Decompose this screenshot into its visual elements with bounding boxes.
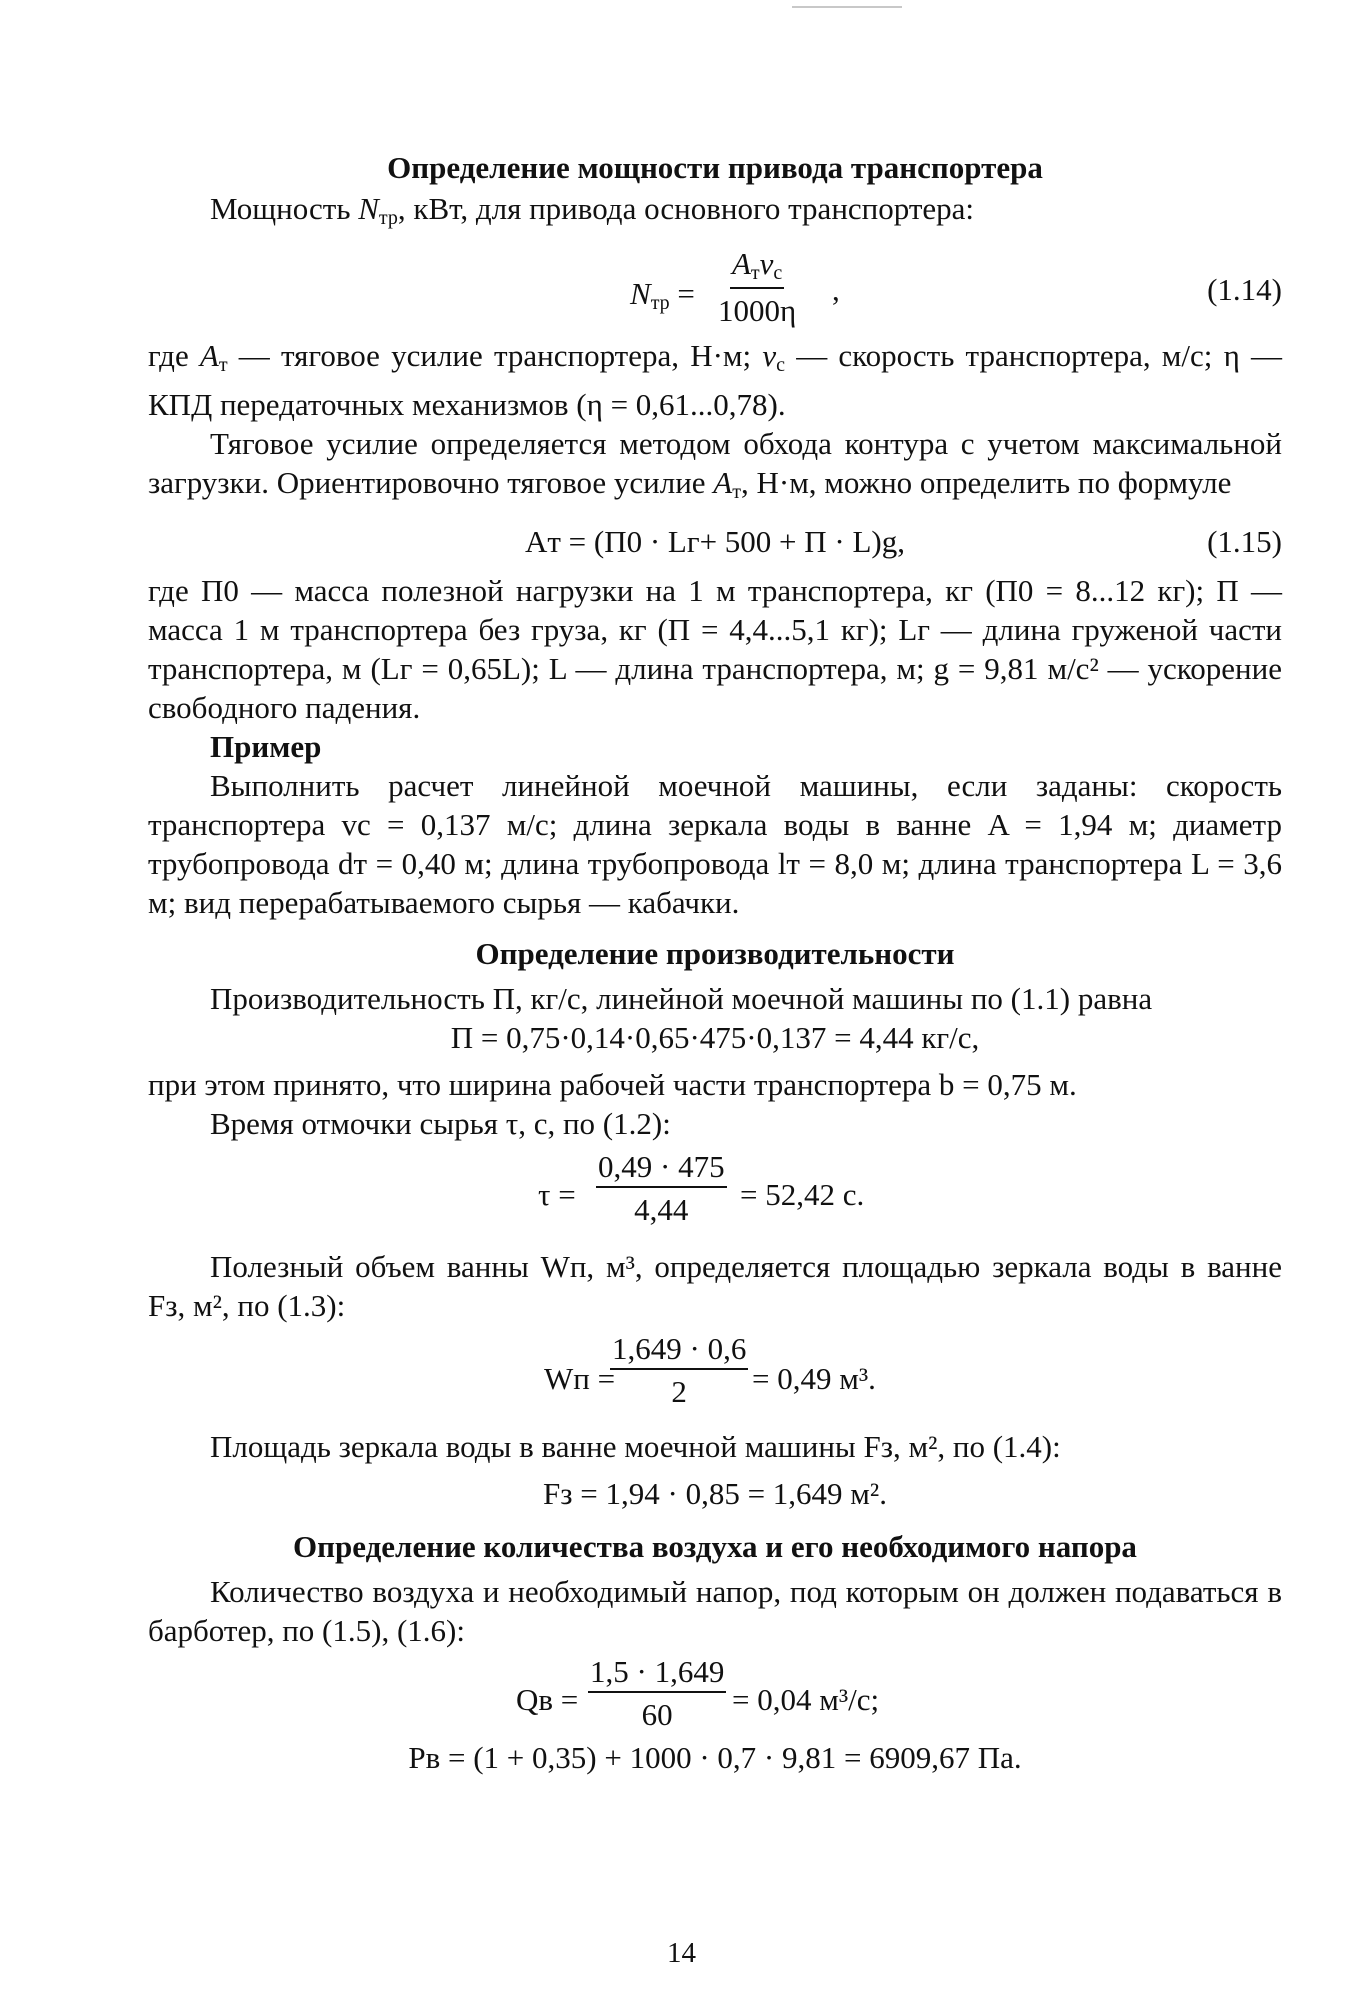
- paragraph-example-task: Выполнить расчет линейной моечной машины, если заданы: скорость транспортера vс = 0,137 м/с; длина зеркала воды в ванне A = 1,94 м; диаметр трубопровода dт = 0,40 м; длина трубопровода lт = 8,0 м; длина транспортера L = 3,6 м; вид перерабатываемого сырья — кабачки.: [148, 768, 1282, 920]
- eq-1-14-number: (1.14): [1207, 272, 1282, 307]
- eq-1-14-fraction: [716, 248, 798, 326]
- eq-tau-numerator: 0,49 · 475: [596, 1151, 727, 1188]
- eq-1-14-numerator: $A_тv_с$: [730, 248, 784, 289]
- equation-1-14: [148, 240, 1282, 336]
- eq-1-14-denominator: 1000η: [718, 293, 797, 328]
- paragraph-soak-time: Время отмочки сырья τ, с, по (1.2):: [210, 1106, 671, 1141]
- eq-tau-lhs: τ =: [538, 1177, 576, 1212]
- eq-1-15-body: Aт = (П0 · Lг+ 500 + П · L)g,: [524, 524, 906, 559]
- equation-bath-volume: [148, 1327, 1282, 1421]
- paragraph-power-where: где $A_т$ — тяговое усилие транспортера, Н·м; $v_с$ — скорость транспортера, м/с; η — КПД передаточных механизмов (η = 0,61...0,78).: [148, 338, 1283, 422]
- eq-air-pressure-body: Pв = (1 + 0,35) + 1000 · 0,7 · 9,81 = 6909,67 Па.: [408, 1740, 1022, 1775]
- paragraph-traction: Тяговое усилие определяется методом обхода контура с учетом максимальной загрузки. Ориентировочно тяговое усилие $A_т$, Н·м, можно определить по формуле: [148, 426, 1282, 503]
- eq-water-area-body: Fз = 1,94 · 0,85 = 1,649 м².: [543, 1476, 887, 1511]
- eq-1-15-number: (1.15): [1207, 524, 1282, 559]
- paragraph-water-area: Площадь зеркала воды в ванне моечной машины Fз, м², по (1.4):: [210, 1429, 1061, 1464]
- eq-w-lhs: Wп =: [544, 1361, 616, 1396]
- eq-tau-rhs: = 52,42 с.: [740, 1177, 865, 1212]
- paragraph-productivity: Производительность П, кг/с, линейной моечной машины по (1.1) равна: [210, 981, 1153, 1016]
- equation-water-area: [148, 1474, 1282, 1513]
- equation-productivity: [148, 1018, 1282, 1057]
- eq-q-fraction: [588, 1656, 726, 1730]
- eq-tau-fraction: [596, 1151, 727, 1225]
- eq-q-denominator: 60: [641, 1697, 673, 1732]
- page-number: 14: [667, 1937, 696, 1969]
- eq-w-rhs: = 0,49 м³.: [752, 1361, 876, 1396]
- eq-w-numerator: 1,649 · 0,6: [610, 1333, 748, 1370]
- paragraph-power-intro: Мощность $N_{тр}$, кВт, для привода основного транспортера:: [210, 191, 975, 229]
- section-heading-air: Определение количества воздуха и его необходимого напора: [293, 1529, 1137, 1564]
- equation-soak-time: [148, 1145, 1282, 1239]
- paragraph-air: Количество воздуха и необходимый напор, под которым он должен подаваться в барботер, по (1.5), (1.6):: [148, 1574, 1282, 1648]
- eq-q-numerator: 1,5 · 1,649: [588, 1656, 726, 1693]
- paragraph-traction-where: где П0 — масса полезной нагрузки на 1 м транспортера, кг (П0 = 8...12 кг); П — масса 1 м транспортера без груза, кг (П = 4,4...5,1 кг); Lг — длина груженой части транспортера, м (Lг = 0,65L); L — длина транспортера, м; g = 9,81 м/с² — ускорение свободного падения.: [148, 573, 1282, 725]
- eq-w-fraction: [610, 1333, 748, 1407]
- eq-1-14-comma: ,: [832, 272, 840, 307]
- page-body: [148, 148, 1282, 1777]
- section-heading-productivity: Определение производительности: [475, 936, 955, 971]
- paragraph-width-assumption: при этом принято, что ширина рабочей части транспортера b = 0,75 м.: [148, 1067, 1077, 1102]
- paragraph-bath-volume: Полезный объем ванны Wп, м³, определяется площадью зеркала воды в ванне Fз, м², по (1.3):: [148, 1249, 1282, 1323]
- equation-air-pressure: [148, 1738, 1282, 1777]
- eq-1-14-lhs: $N_{тр}$ =: [630, 276, 695, 314]
- eq-w-denominator: 2: [671, 1374, 687, 1409]
- equation-1-15: [148, 522, 1282, 561]
- eq-q-lhs: Qв =: [516, 1682, 579, 1717]
- example-label: Пример: [210, 729, 322, 764]
- equation-air-flow: [148, 1652, 1282, 1738]
- top-edge-mark: [792, 6, 902, 8]
- eq-productivity-body: П = 0,75·0,14·0,65·475·0,137 = 4,44 кг/с,: [450, 1020, 980, 1055]
- eq-tau-denominator: 4,44: [634, 1192, 689, 1227]
- eq-q-rhs: = 0,04 м³/с;: [732, 1682, 880, 1717]
- section-heading-power: Определение мощности привода транспортера: [387, 150, 1043, 185]
